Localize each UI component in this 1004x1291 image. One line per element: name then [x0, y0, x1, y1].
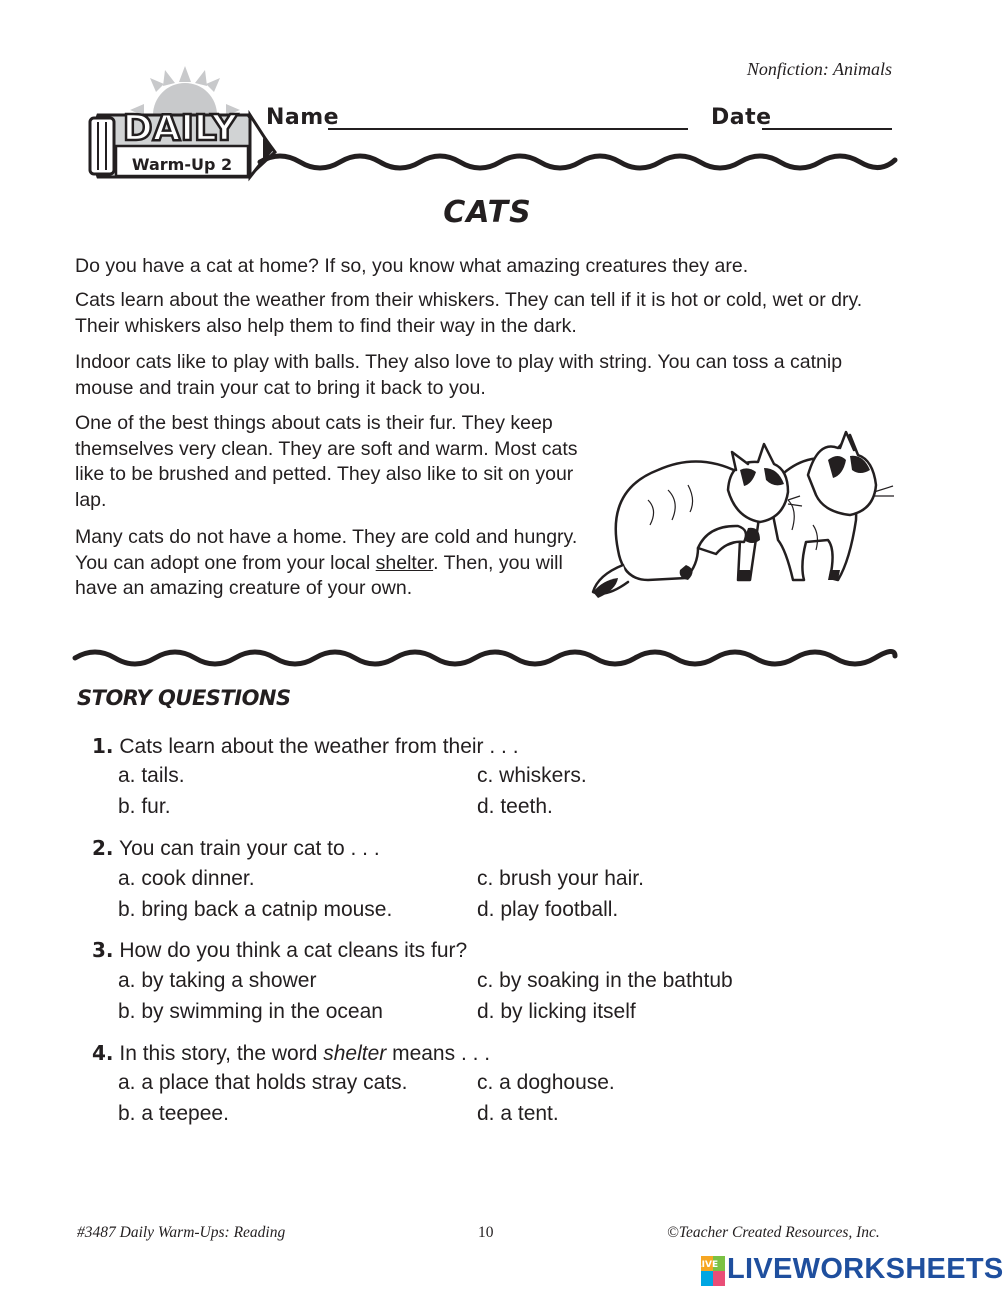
daily-warm-up-badge [80, 60, 270, 185]
footer-copyright: ©Teacher Created Resources, Inc. [667, 1224, 880, 1241]
badge-title: DAILY [122, 108, 238, 149]
question-1-option-a[interactable]: a. tails. [118, 764, 185, 787]
question-2-option-d[interactable]: d. play football. [477, 898, 619, 921]
question-4-option-c[interactable]: c. a doghouse. [477, 1071, 615, 1094]
question-2-option-c[interactable]: c. brush your hair. [477, 867, 644, 890]
question-4-option-b[interactable]: b. a teepee. [118, 1102, 229, 1125]
story-paragraph-4: One of the best things about cats is their fur. They keep themselves very clean. They are soft and warm. Most cats like to be brushed and petted. They also like to sit on your lap. [75, 412, 578, 511]
page-number: 10 [478, 1224, 494, 1241]
svg-text:LIVE: LIVE [695, 1260, 719, 1270]
wavy-divider-middle [75, 644, 895, 670]
cats-illustration [588, 430, 898, 605]
story-paragraph-3: Indoor cats like to play with balls. They also love to play with string. You can toss a catnip mouse and train your cat to bring it back to you. [75, 351, 843, 399]
story-paragraph-5: Many cats do not have a home. They are cold and hungry. You can adopt one from your local shelter. Then, you will have an amazing creature of your own. [75, 526, 578, 599]
category-label: Nonfiction: Animals [746, 59, 892, 79]
question-4: 4. In this story, the word shelter means . . . [92, 1041, 491, 1065]
story-paragraph-1: Do you have a cat at home? If so, you know what amazing creatures they are. [75, 255, 749, 277]
questions-heading: STORY QUESTIONS [77, 686, 291, 710]
question-3-option-c[interactable]: c. by soaking in the bathtub [477, 969, 733, 992]
question-4-option-a[interactable]: a. a place that holds stray cats. [118, 1071, 408, 1094]
story-title: CATS [443, 195, 532, 230]
name-label: Name [266, 105, 340, 130]
question-2-option-b[interactable]: b. bring back a catnip mouse. [118, 898, 393, 921]
wavy-divider-top [260, 148, 895, 172]
date-label: Date [711, 105, 772, 130]
badge-subtitle: Warm-Up 2 [131, 155, 233, 174]
story-paragraph-2: Cats learn about the weather from their whiskers. They can tell if it is hot or cold, wet or dry. Their whiskers also help them to find their way in the dark. [75, 289, 863, 337]
question-1-option-c[interactable]: c. whiskers. [477, 764, 587, 787]
question-2-option-a[interactable]: a. cook dinner. [118, 867, 255, 890]
question-3-option-b[interactable]: b. by swimming in the ocean [118, 1000, 383, 1023]
question-1: 1. Cats learn about the weather from their . . . [92, 734, 519, 758]
name-field[interactable] [328, 128, 688, 130]
question-2: 2. You can train your cat to . . . [92, 836, 380, 860]
question-1-option-b[interactable]: b. fur. [118, 795, 171, 818]
question-4-option-d[interactable]: d. a tent. [477, 1102, 559, 1125]
question-3-option-a[interactable]: a. by taking a shower [118, 969, 317, 992]
question-3-option-d[interactable]: d. by licking itself [477, 1000, 636, 1023]
liveworksheets-logo-icon [695, 1256, 725, 1286]
liveworksheets-brand[interactable]: LIVEWORKSHEETS [727, 1253, 1004, 1285]
question-3: 3. How do you think a cat cleans its fur? [92, 938, 468, 962]
date-field[interactable] [762, 128, 892, 130]
question-1-option-d[interactable]: d. teeth. [477, 795, 553, 818]
vocabulary-word: shelter [375, 551, 434, 574]
footer-book-title: #3487 Daily Warm-Ups: Reading [77, 1224, 286, 1241]
